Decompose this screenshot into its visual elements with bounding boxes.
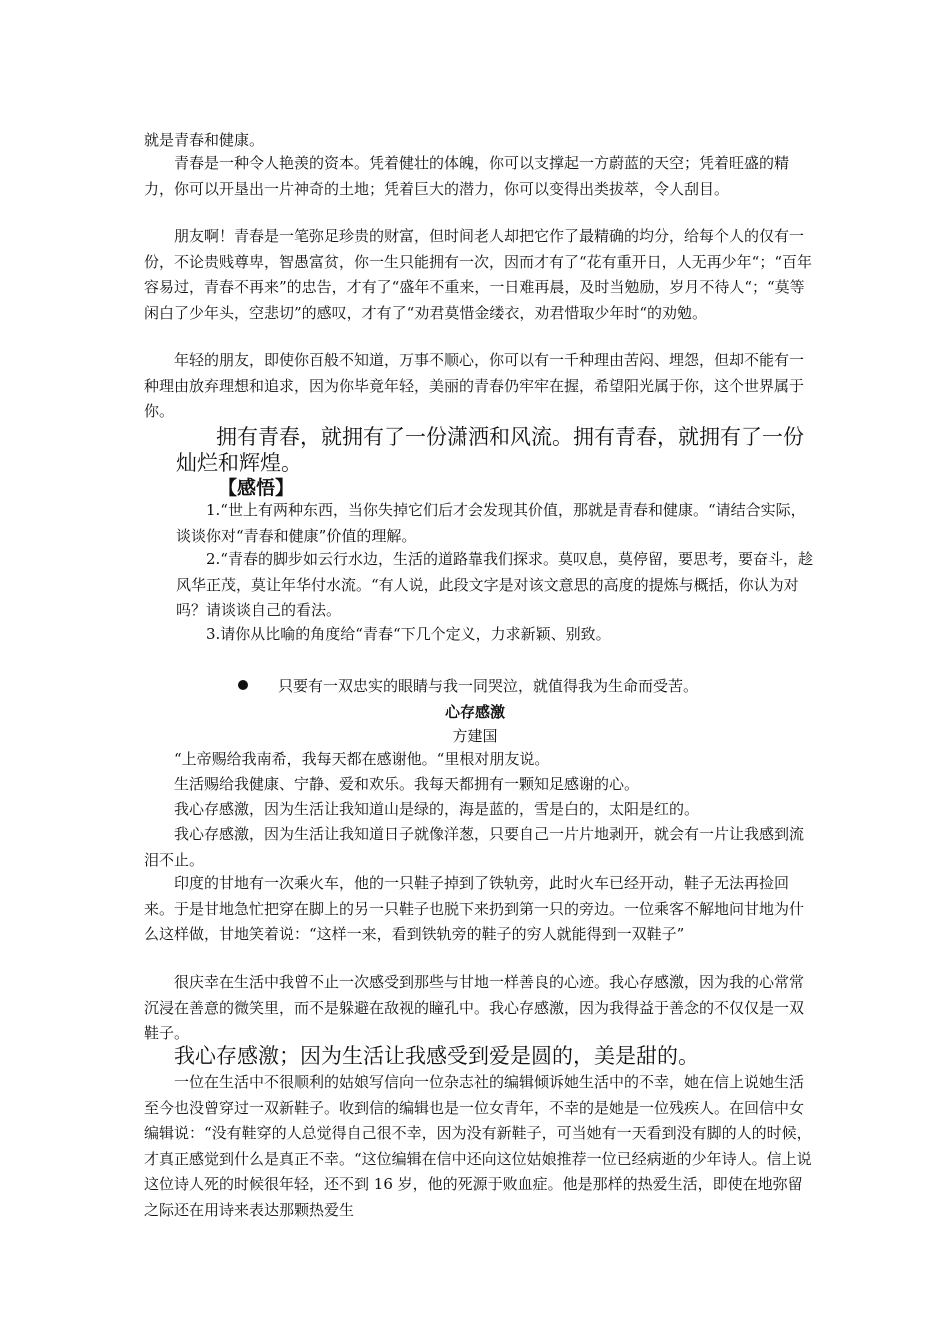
paragraph: 印度的甘地有一次乘火车，他的一只鞋子掉到了铁轨旁，此时火车已经开动，鞋子无法再捡回来。于是甘地急忙把穿在脚上的另一只鞋子也脱下来扔到第一只的旁边。一位乘客不解地问甘地为什么这样做，甘地笑着说：“这样一来，看到铁轨旁的鞋子的穷人就能得到一双鞋子”: [144, 874, 805, 943]
paragraph: 青春是一种令人艳羡的资本。凭着健壮的体魄，你可以支撑起一方蔚蓝的天空；凭着旺盛的精力，你可以开垦出一片神奇的土地；凭着巨大的潜力，你可以变得出类拔萃，令人刮目。: [144, 154, 790, 198]
emphasis-paragraph: 我心存感激；因为生活让我感受到爱是圆的，美是甜的。: [174, 1044, 699, 1068]
article-author: 方建国: [452, 727, 498, 745]
question-item: 1.“世上有两种东西，当你失掉它们后才会发现其价值，那就是青春和健康。“请结合实际，谈谈你对“青春和健康”价值的理解。: [176, 501, 806, 545]
quote-text: 只要有一双忠实的眼睛与我一同哭泣，就值得我为生命而受苦。: [278, 677, 699, 695]
paragraph: 我心存感激，因为生活让我知道山是绿的，海是蓝的，雪是白的，太阳是红的。: [174, 800, 700, 818]
paragraph: 很庆幸在生活中我曾不止一次感受到那些与甘地一样善良的心迹。我心存感激，因为我的心常常沉浸在善意的微笑里，而不是躲避在敌视的瞳孔中。我心存感激，因为我得益于善念的不仅仅是一双鞋子。: [144, 973, 805, 1042]
emphasis-paragraph: 拥有青春，就拥有了一份潇洒和风流。拥有青春，就拥有了一份灿烂和辉煌。: [176, 425, 804, 475]
paragraph: 我心存感激，因为生活让我知道日子就像洋葱，只要自己一片片地剥开，就会有一片让我感到流泪不止。: [144, 825, 805, 869]
question-item: 2.“青春的脚步如云行水边，生活的道路靠我们探求。莫叹息，莫停留，要思考，要奋斗，趁风华正茂，莫让年华付水流。“有人说，此段文字是对该文意思的高度的提炼与概括，你认为对吗？请谈谈自己的看法。: [176, 550, 813, 619]
paragraph: 就是青春和健康。: [144, 131, 265, 149]
paragraph: 一位在生活中不很顺利的姑娘写信向一位杂志社的编辑倾诉她生活中的不幸，她在信上说她生活至今也没曾穿过一双新鞋子。收到信的编辑也是一位女青年，不幸的是她是一位残疾人。在回信中女编辑说：“没有鞋穿的人总觉得自己很不幸，因为没有新鞋子，可当她有一天看到没有脚的人的时候，才真正感觉到什么是真正不幸。“这位编辑在信中还向这位姑娘推荐一位已经病逝的少年诗人。信上说这位诗人死的时候很年轻，还不到 16 岁，他的死源于败血症。他是那样的热爱生活，即使在地弥留之际还在用诗来表达那颗热爱生: [144, 1073, 812, 1219]
paragraph: 年轻的朋友，即使你百般不知道，万事不顺心，你可以有一千种理由苦闷、埋怨，但却不能有一种理由放弃理想和追求，因为你毕竟年轻，美丽的青春仍牢牢在握，希望阳光属于你，这个世界属于你。: [144, 351, 805, 420]
article-title: 心存感激: [444, 703, 505, 721]
question-item: 3.请你从比喻的角度给“青春“下几个定义，力求新颖、别致。: [206, 625, 611, 643]
paragraph: 朋友啊！青春是一笔弥足珍贵的财富，但时间老人却把它作了最精确的均分，给每个人的仅有一份，不论贵贱尊卑，智愚富贫，你一生只能拥有一次，因而才有了“花有重开日，人无再少年“；“百年容易过，青春不再来”的忠告，才有了“盛年不重来，一日难再晨，及时当勉励，岁月不待人“；“莫等闲白了少年头，空悲切”的感叹，才有了“劝君莫惜金缕衣，劝君惜取少年时“的劝勉。: [144, 227, 813, 322]
bullet-icon: [238, 680, 248, 690]
section-heading: 【感悟】: [218, 477, 295, 499]
paragraph: “上帝赐给我南希，我每天都在感谢他。“里根对朋友说。: [174, 750, 550, 768]
paragraph: 生活赐给我健康、宁静、爱和欢乐。我每天都拥有一颗知足感谢的心。: [174, 775, 640, 793]
quote-line: [238, 674, 698, 699]
